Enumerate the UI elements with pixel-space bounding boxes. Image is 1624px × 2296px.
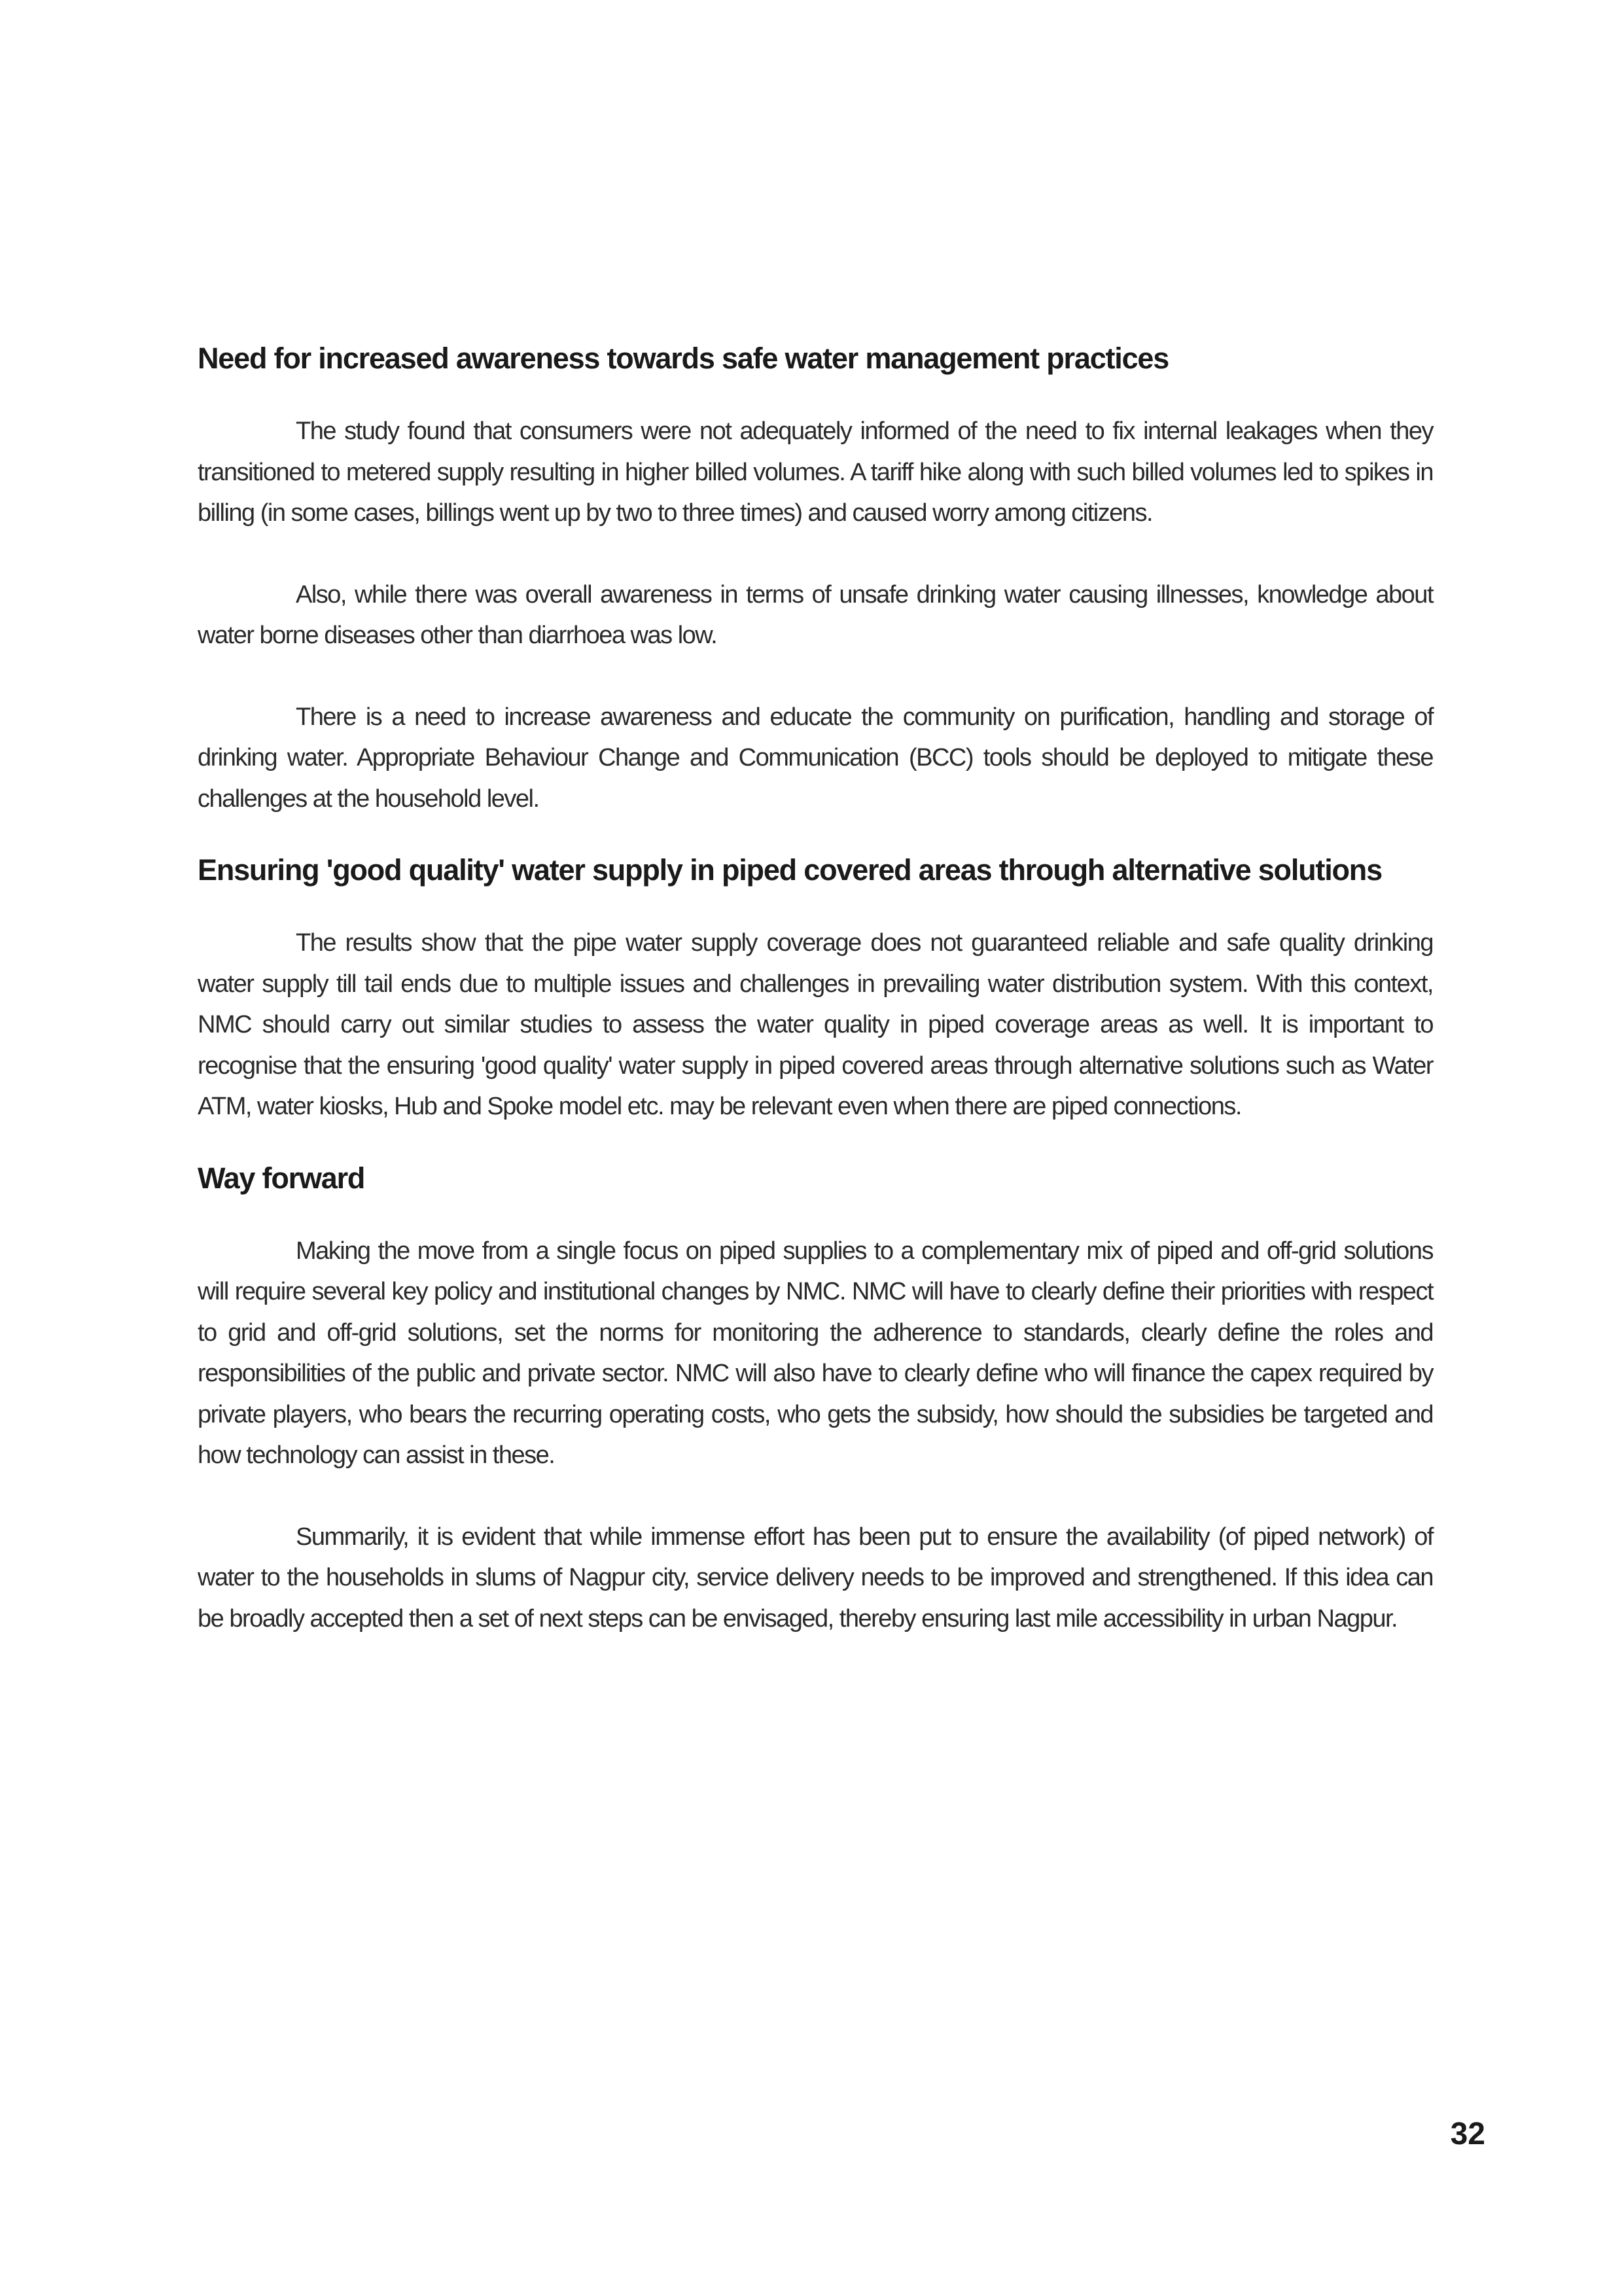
paragraph: The results show that the pipe water supply coverage does not guaranteed reliable and safe quality drinking water supply till tail ends due to multiple issues and challenges in prevailing water distribution system. With this context, NMC should carry out similar studies to assess the water quality in piped coverage areas as well. It is important to recognise that the ensuring 'good quality' water supply in piped covered areas through alternative solutions such as Water ATM, water kiosks, Hub and Spoke model etc. may be relevant even when there are piped connections. (198, 929, 1433, 1120)
paragraph: Summarily, it is evident that while immense effort has been put to ensure the availability (of piped network) of water to the households in slums of Nagpur city, service delivery needs to be improved and strengthened. If this idea can be broadly accepted then a set of next steps can be envisaged, thereby ensuring last mile accessibility in urban Nagpur. (198, 1523, 1433, 1633)
section-heading-way-forward: Way forward (198, 1161, 365, 1195)
page-number: 32 (1450, 2117, 1485, 2151)
paragraph: The study found that consumers were not adequately informed of the need to fix internal leakages when they transitioned to metered supply resulting in higher billed volumes. A tariff hike along with such billed volumes led to spikes in billing (in some cases, billings went up by two to three times) and caused worry among citizens. (198, 417, 1433, 527)
section-heading-good-quality-supply: Ensuring 'good quality' water supply in piped covered areas through alternative solutions (198, 853, 1382, 887)
paragraph: There is a need to increase awareness and educate the community on purification, handling and storage of drinking water. Appropriate Behaviour Change and Communication (BCC) tools should be deployed to mitigate these challenges at the household level. (198, 703, 1433, 813)
paragraph: Making the move from a single focus on piped supplies to a complementary mix of piped and off-grid solutions will require several key policy and institutional changes by NMC. NMC will have to clearly define their priorities with respect to grid and off-grid solutions, set the norms for monitoring the adherence to standards, clearly define the roles and responsibilities of the public and private sector. NMC will also have to clearly define who will finance the capex required by private players, who bears the recurring operating costs, who gets the subsidy, how should the subsidies be targeted and how technology can assist in these. (198, 1237, 1433, 1469)
page-content (198, 340, 1433, 1680)
section-heading-awareness: Need for increased awareness towards safe water management practices (198, 342, 1169, 375)
paragraph: Also, while there was overall awareness in terms of unsafe drinking water causing illnesses, knowledge about water borne diseases other than diarrhoea was low. (198, 580, 1433, 649)
